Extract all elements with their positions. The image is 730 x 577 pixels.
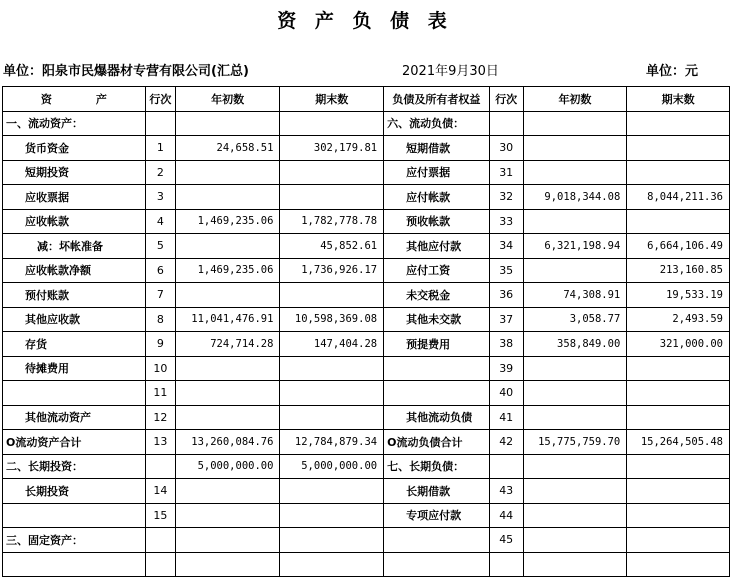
liab-end: 8,044,211.36 xyxy=(627,185,730,210)
asset-begin xyxy=(175,405,280,430)
liab-end: 321,000.00 xyxy=(627,332,730,357)
col-end: 期末数 xyxy=(280,87,384,112)
asset-row-no: 1 xyxy=(145,136,175,161)
liab-end xyxy=(627,160,730,185)
asset-row-no: 11 xyxy=(145,381,175,406)
asset-item xyxy=(3,552,146,577)
asset-begin xyxy=(175,528,280,553)
asset-item: 减：坏帐准备 xyxy=(3,234,146,259)
asset-end: 12,784,879.34 xyxy=(280,430,384,455)
table-row xyxy=(3,454,730,479)
asset-row-no: 4 xyxy=(145,209,175,234)
asset-row-no: 14 xyxy=(145,479,175,504)
liab-end: 15,264,505.48 xyxy=(627,430,730,455)
table-row xyxy=(3,405,730,430)
asset-end: 10,598,369.08 xyxy=(280,307,384,332)
currency-unit: 单位：元 xyxy=(646,64,699,79)
liab-begin xyxy=(523,356,627,381)
liab-row-no: 45 xyxy=(489,528,523,553)
asset-row-no: 10 xyxy=(145,356,175,381)
asset-end xyxy=(280,283,384,308)
liab-end: 213,160.85 xyxy=(627,258,730,283)
asset-item: 其他流动资产 xyxy=(3,405,146,430)
asset-end: 1,782,778.78 xyxy=(280,209,384,234)
liab-begin: 358,849.00 xyxy=(523,332,627,357)
liab-end xyxy=(627,503,730,528)
liab-begin xyxy=(523,552,627,577)
asset-item: 存货 xyxy=(3,332,146,357)
table-row xyxy=(3,430,730,455)
table-row xyxy=(3,332,730,357)
liab-begin: 9,018,344.08 xyxy=(523,185,627,210)
liab-begin xyxy=(523,528,627,553)
liab-end xyxy=(627,479,730,504)
asset-row-no xyxy=(145,528,175,553)
balance-sheet-table xyxy=(2,86,730,577)
asset-item: 预付账款 xyxy=(3,283,146,308)
asset-begin xyxy=(175,185,280,210)
liab-end xyxy=(627,454,730,479)
company-unit: 单位：阳泉市民爆器材专营有限公司(汇总) xyxy=(3,64,249,79)
liab-item xyxy=(384,528,490,553)
asset-begin xyxy=(175,160,280,185)
liab-end: 2,493.59 xyxy=(627,307,730,332)
liab-begin xyxy=(523,136,627,161)
asset-begin xyxy=(175,552,280,577)
asset-end xyxy=(280,111,384,136)
liab-item xyxy=(384,381,490,406)
asset-end xyxy=(280,381,384,406)
liab-begin xyxy=(523,381,627,406)
table-row xyxy=(3,479,730,504)
liab-item: O流动负债合计 xyxy=(384,430,490,455)
liab-end xyxy=(627,209,730,234)
col-row-no: 行次 xyxy=(145,87,175,112)
liab-item: 六、流动负债： xyxy=(384,111,490,136)
liab-begin xyxy=(523,111,627,136)
asset-item: 应收帐款净额 xyxy=(3,258,146,283)
liab-row-no: 37 xyxy=(489,307,523,332)
col-liab: 负债及所有者权益 xyxy=(384,87,490,112)
asset-begin: 13,260,084.76 xyxy=(175,430,280,455)
asset-begin: 1,469,235.06 xyxy=(175,258,280,283)
asset-row-no: 15 xyxy=(145,503,175,528)
liab-end xyxy=(627,528,730,553)
liab-end xyxy=(627,381,730,406)
liab-row-no xyxy=(489,454,523,479)
liab-item: 其他流动负债 xyxy=(384,405,490,430)
table-row xyxy=(3,234,730,259)
col-begin: 年初数 xyxy=(175,87,280,112)
liab-end xyxy=(627,405,730,430)
liab-begin: 74,308.91 xyxy=(523,283,627,308)
table-row xyxy=(3,111,730,136)
liab-begin: 6,321,198.94 xyxy=(523,234,627,259)
liab-begin xyxy=(523,160,627,185)
asset-item: O流动资产合计 xyxy=(3,430,146,455)
table-row xyxy=(3,185,730,210)
table-row xyxy=(3,528,730,553)
asset-begin: 11,041,476.91 xyxy=(175,307,280,332)
asset-item: 二、长期投资： xyxy=(3,454,146,479)
liab-row-no: 43 xyxy=(489,479,523,504)
liab-row-no: 36 xyxy=(489,283,523,308)
col-begin2: 年初数 xyxy=(523,87,627,112)
table-row xyxy=(3,136,730,161)
asset-row-no: 5 xyxy=(145,234,175,259)
asset-item: 应收帐款 xyxy=(3,209,146,234)
asset-item: 其他应收款 xyxy=(3,307,146,332)
asset-end xyxy=(280,405,384,430)
liab-row-no: 41 xyxy=(489,405,523,430)
asset-row-no: 7 xyxy=(145,283,175,308)
asset-begin xyxy=(175,111,280,136)
asset-item: 货币资金 xyxy=(3,136,146,161)
asset-item: 待摊费用 xyxy=(3,356,146,381)
asset-begin xyxy=(175,283,280,308)
liab-begin xyxy=(523,405,627,430)
liab-row-no: 38 xyxy=(489,332,523,357)
liab-item: 应付帐款 xyxy=(384,185,490,210)
liab-item: 未交税金 xyxy=(384,283,490,308)
liab-row-no: 40 xyxy=(489,381,523,406)
liab-row-no xyxy=(489,552,523,577)
asset-item: 一、流动资产： xyxy=(3,111,146,136)
liab-end xyxy=(627,356,730,381)
liab-item: 短期借款 xyxy=(384,136,490,161)
table-row xyxy=(3,503,730,528)
asset-row-no: 3 xyxy=(145,185,175,210)
asset-row-no xyxy=(145,111,175,136)
liab-row-no: 34 xyxy=(489,234,523,259)
asset-item: 应收票据 xyxy=(3,185,146,210)
liab-begin: 15,775,759.70 xyxy=(523,430,627,455)
liab-item: 其他未交款 xyxy=(384,307,490,332)
asset-end xyxy=(280,356,384,381)
liab-item xyxy=(384,356,490,381)
liab-item: 应付工资 xyxy=(384,258,490,283)
liab-row-no: 44 xyxy=(489,503,523,528)
asset-begin xyxy=(175,234,280,259)
table-row xyxy=(3,258,730,283)
liab-item: 七、长期负债： xyxy=(384,454,490,479)
asset-begin xyxy=(175,381,280,406)
asset-begin: 1,469,235.06 xyxy=(175,209,280,234)
liab-row-no: 42 xyxy=(489,430,523,455)
asset-end: 147,404.28 xyxy=(280,332,384,357)
liab-end xyxy=(627,136,730,161)
asset-begin xyxy=(175,503,280,528)
asset-end: 302,179.81 xyxy=(280,136,384,161)
asset-item: 长期投资 xyxy=(3,479,146,504)
table-row xyxy=(3,381,730,406)
table-header-row xyxy=(3,87,730,112)
table-row xyxy=(3,552,730,577)
liab-row-no: 33 xyxy=(489,209,523,234)
liab-row-no xyxy=(489,111,523,136)
asset-end: 45,852.61 xyxy=(280,234,384,259)
table-row xyxy=(3,209,730,234)
asset-end: 5,000,000.00 xyxy=(280,454,384,479)
asset-end xyxy=(280,479,384,504)
liab-begin xyxy=(523,209,627,234)
liab-row-no: 31 xyxy=(489,160,523,185)
liab-item: 其他应付款 xyxy=(384,234,490,259)
col-asset: 资 产 xyxy=(3,87,146,112)
asset-item xyxy=(3,381,146,406)
liab-begin xyxy=(523,479,627,504)
liab-row-no: 30 xyxy=(489,136,523,161)
asset-begin xyxy=(175,356,280,381)
table-row xyxy=(3,160,730,185)
asset-row-no: 6 xyxy=(145,258,175,283)
col-row-no2: 行次 xyxy=(489,87,523,112)
asset-item xyxy=(3,503,146,528)
liab-begin: 3,058.77 xyxy=(523,307,627,332)
asset-end xyxy=(280,552,384,577)
asset-item: 短期投资 xyxy=(3,160,146,185)
asset-row-no: 8 xyxy=(145,307,175,332)
table-row xyxy=(3,283,730,308)
asset-end xyxy=(280,503,384,528)
liab-item: 预提费用 xyxy=(384,332,490,357)
liab-item: 专项应付款 xyxy=(384,503,490,528)
liab-item: 预收帐款 xyxy=(384,209,490,234)
table-row xyxy=(3,307,730,332)
liab-begin xyxy=(523,258,627,283)
liab-row-no: 35 xyxy=(489,258,523,283)
table-row xyxy=(3,356,730,381)
liab-item xyxy=(384,552,490,577)
col-end2: 期末数 xyxy=(627,87,730,112)
liab-end xyxy=(627,552,730,577)
asset-end xyxy=(280,160,384,185)
asset-row-no: 12 xyxy=(145,405,175,430)
asset-row-no: 9 xyxy=(145,332,175,357)
liab-end: 19,533.19 xyxy=(627,283,730,308)
liab-end xyxy=(627,111,730,136)
liab-row-no: 32 xyxy=(489,185,523,210)
asset-begin xyxy=(175,479,280,504)
asset-end xyxy=(280,185,384,210)
liab-begin xyxy=(523,454,627,479)
asset-row-no xyxy=(145,454,175,479)
asset-begin: 5,000,000.00 xyxy=(175,454,280,479)
liab-begin xyxy=(523,503,627,528)
asset-item: 三、固定资产： xyxy=(3,528,146,553)
asset-begin: 24,658.51 xyxy=(175,136,280,161)
asset-row-no: 13 xyxy=(145,430,175,455)
liab-item: 长期借款 xyxy=(384,479,490,504)
liab-end: 6,664,106.49 xyxy=(627,234,730,259)
liab-row-no: 39 xyxy=(489,356,523,381)
asset-row-no xyxy=(145,552,175,577)
asset-begin: 724,714.28 xyxy=(175,332,280,357)
asset-end: 1,736,926.17 xyxy=(280,258,384,283)
liab-item: 应付票据 xyxy=(384,160,490,185)
report-date: 2021年9月30日 xyxy=(402,64,499,79)
asset-row-no: 2 xyxy=(145,160,175,185)
report-title: 资 产 负 债 表 xyxy=(277,10,453,32)
asset-end xyxy=(280,528,384,553)
